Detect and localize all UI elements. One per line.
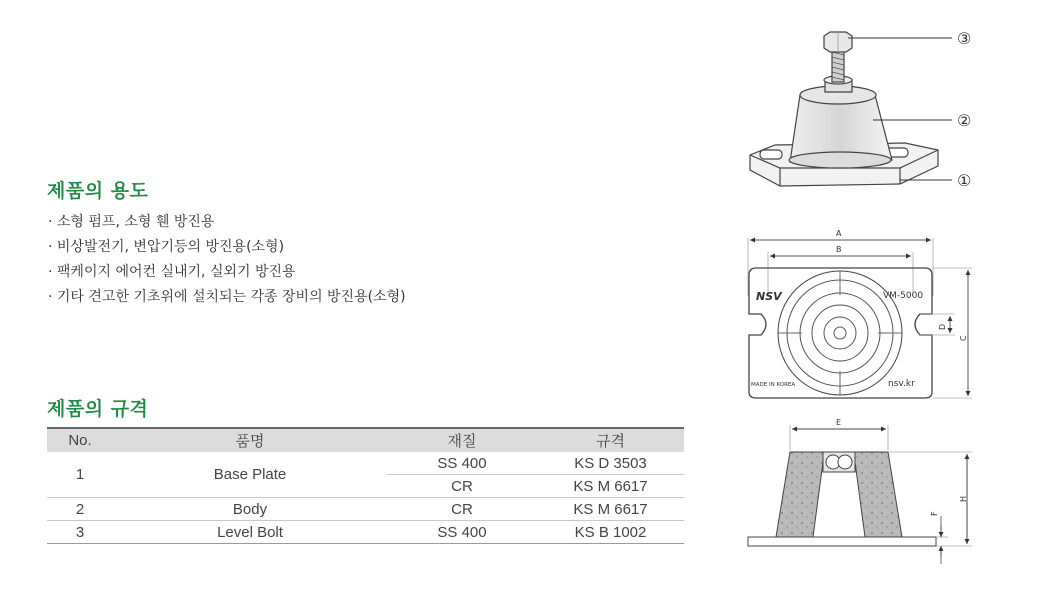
cell-no: 1 [47,452,113,498]
section-view [748,425,972,564]
cell-standard: KS B 1002 [537,521,684,544]
cell-standard: KS M 6617 [537,498,684,521]
brand-logo: NSV [756,290,782,303]
cell-no: 2 [47,498,113,521]
dim-d-label: D [938,323,947,330]
dim-f-label: F [930,511,939,516]
dim-a-label: A [836,229,842,238]
cell-name: Level Bolt [113,521,387,544]
made-in-label: MADE IN KOREA [751,382,796,388]
cell-standard: KS M 6617 [537,475,684,498]
usage-item: · 비상발전기, 변압기등의 방진용(소형) [48,235,406,260]
cell-material: CR [387,475,537,498]
cell-standard: KS D 3503 [537,452,684,475]
usage-title: 제품의 용도 [47,180,149,202]
header-name: 품명 [113,428,387,452]
cell-material: SS 400 [387,521,537,544]
header-material: 재질 [387,428,537,452]
cell-material: CR [387,498,537,521]
callout-1: ① [957,171,972,190]
usage-item: · 소형 펌프, 소형 휀 방진용 [48,210,406,235]
dim-c-label: C [959,335,968,341]
usage-item: · 기타 견고한 기초위에 설치되는 각종 장비의 방진용(소형) [48,285,406,310]
cell-name: Base Plate [113,452,387,498]
dim-e-label: E [836,418,842,427]
dim-b-label: B [836,245,842,254]
spec-title: 제품의 규격 [47,398,149,420]
site-label: nsv.kr [888,379,915,389]
callout-2: ② [957,111,972,130]
usage-item: · 팩케이지 에어컨 실내기, 실외기 방진용 [48,260,406,285]
cell-name: Body [113,498,387,521]
model-label: VM-5000 [883,291,924,301]
top-view [748,238,972,398]
header-no: No. [47,428,113,452]
isometric-view [750,32,952,186]
cell-material: SS 400 [387,452,537,475]
callout-3: ③ [957,29,972,48]
cell-no: 3 [47,521,113,544]
dim-h-label: H [959,495,968,502]
header-standard: 규격 [537,428,684,452]
